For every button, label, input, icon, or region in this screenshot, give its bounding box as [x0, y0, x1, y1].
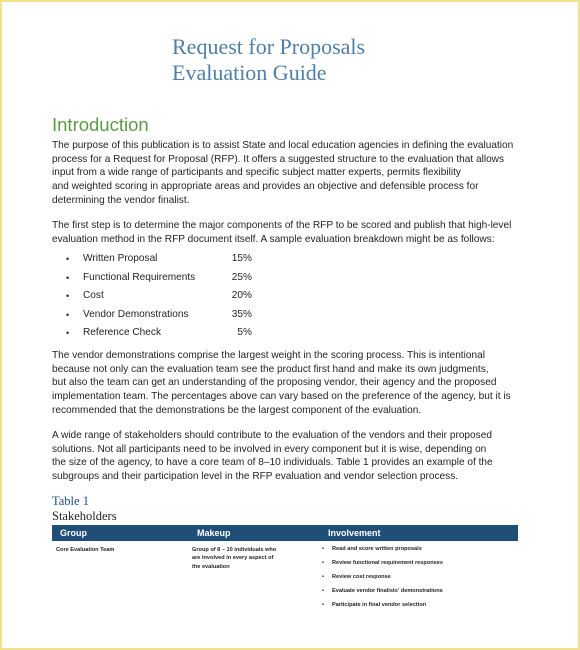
- breakdown-label: Vendor Demonstrations: [83, 308, 189, 320]
- breakdown-percent: 20%: [231, 290, 252, 302]
- table-header-group: Group: [60, 528, 87, 538]
- bullet-icon: •: [322, 560, 324, 566]
- bullet-icon: •: [66, 291, 70, 302]
- table-cell-group: Core Evaluation Team: [56, 547, 115, 553]
- table-header-makeup: Makeup: [197, 528, 231, 538]
- table-header-row: [52, 525, 518, 541]
- breakdown-percent: 5%: [237, 327, 252, 339]
- table-cell-makeup: Group of 8 – 10 individuals who are involved in every aspect of the evaluation: [192, 547, 277, 570]
- bullet-icon: •: [322, 588, 324, 594]
- bullet-icon: •: [66, 328, 70, 339]
- breakdown-label: Written Proposal: [83, 253, 158, 264]
- breakdown-label: Reference Check: [83, 327, 161, 339]
- involvement-item: Review cost response: [332, 574, 391, 580]
- bullet-icon: •: [322, 574, 324, 580]
- involvement-item: Participate in final vendor selection: [332, 602, 427, 608]
- paragraph-first-step: The first step is to determine the major components of the RFP to be scored and publish that high-level evaluation method in the RFP document itself. A sample evaluation breakdown might be as follows:: [52, 220, 512, 245]
- table-caption: Table 1: [52, 494, 89, 508]
- document-title: Request for Proposals Evaluation Guide: [172, 34, 366, 85]
- breakdown-label: Cost: [83, 290, 104, 302]
- involvement-item: Evaluate vendor finalists' demonstrations: [332, 588, 443, 594]
- paragraph-vendor-demonstrations: The vendor demonstrations comprise the largest weight in the scoring process. This is intentional because not only can the evaluation team see the product first hand and make its own judgments, but also the team can get an understanding of the proposing vendor, their agency and the proposed implementation team. The percentages above can vary based on the preference of the agency, but it is recommended that the demonstrations be the largest component of the evaluation.: [52, 350, 511, 416]
- bullet-icon: •: [66, 254, 70, 264]
- breakdown-percent: 35%: [231, 308, 252, 320]
- paragraph-stakeholders: A wide range of stakeholders should contribute to the evaluation of the vendors and their proposed solutions. Not all participants need to be involved in every component but it is wise, depending on the size of the agency, to have a core team of 8–10 individuals. Table 1 provides an example of the subgroups and their participation level in the RFP evaluation and vendor selection process.: [52, 430, 493, 483]
- bullet-icon: •: [322, 602, 324, 608]
- breakdown-percent: 15%: [231, 253, 252, 264]
- breakdown-percent: 25%: [231, 271, 252, 283]
- bullet-icon: •: [66, 272, 70, 283]
- involvement-item: Review functional requirement responses: [332, 560, 443, 566]
- bullet-icon: •: [322, 546, 324, 552]
- section-heading-introduction: Introduction: [52, 114, 149, 135]
- table-subtitle: Stakeholders: [52, 509, 117, 523]
- table-header-involvement: Involvement: [328, 528, 381, 538]
- bullet-icon: •: [66, 309, 70, 320]
- paragraph-purpose: The purpose of this publication is to assist State and local education agencies in defining the evaluation process for a Request for Proposal (RFP). It offers a suggested structure to the evaluation that allows input from a wide range of participants and specific subject matter experts, permits flexibility and weighted scoring in appropriate areas and provides an objective and defensible process for determining the vendor finalist.: [52, 140, 514, 206]
- involvement-item: Read and score written proposals: [332, 546, 422, 552]
- breakdown-label: Functional Requirements: [83, 271, 196, 283]
